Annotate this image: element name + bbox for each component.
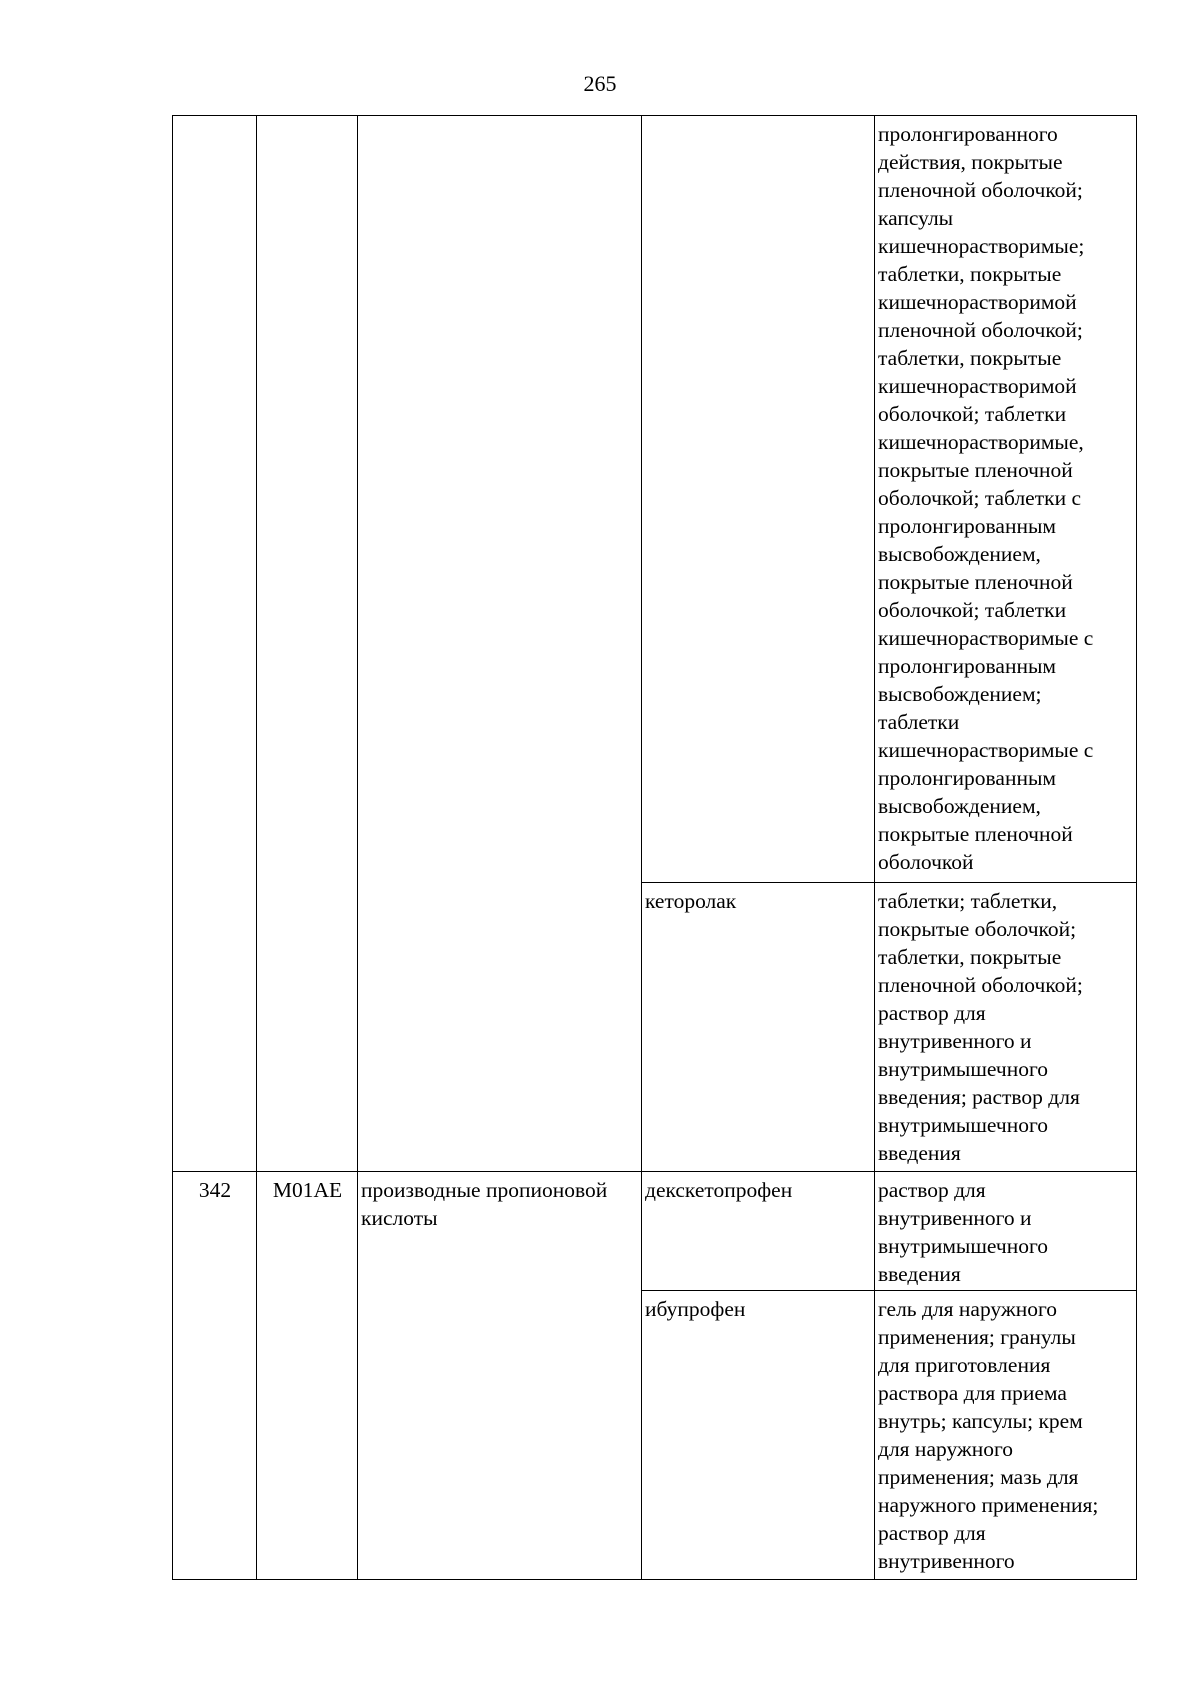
dosage-form-line: пленочной оболочкой; [878,178,1083,202]
dosage-form-line: пролонгированным [878,766,1057,790]
dosage-form-line: внутривенного [878,1549,1015,1573]
group-name-line: кислоты [361,1206,438,1230]
atc-code-cell [257,116,358,1172]
dosage-form-line: оболочкой [878,850,974,874]
dosage-form-line: введения [878,1262,961,1286]
group-name-cell [358,1172,642,1580]
dosage-form-cell [875,1172,1137,1291]
dosage-form-line: пленочной оболочкой; [878,973,1083,997]
page-number: 265 [583,71,617,96]
dosage-form-line: оболочкой; таблетки [878,598,1067,622]
dosage-form-line: кишечнорастворимые; [878,234,1085,258]
dosage-form-line: высвобождением, [878,542,1041,566]
dosage-form-line: внутримышечного [878,1113,1049,1137]
drug-name-cell: декскетопрофен [642,1172,875,1291]
dosage-form-line: оболочкой; таблетки с [878,486,1081,510]
drug-name-cell: кеторолак [642,883,875,1172]
dosage-form-line: пленочной оболочкой; [878,318,1083,342]
dosage-form-line: покрытые пленочной [878,458,1073,482]
dosage-form-line: гель для наружного [878,1297,1058,1321]
table-row [173,116,1137,883]
dosage-form-line: капсулы [878,206,954,230]
dosage-form-line: наружного применения; [878,1493,1099,1517]
group-name-cell [358,116,642,1172]
dosage-form-line: кишечнорастворимой [878,374,1077,398]
table-row [173,1172,1137,1291]
dosage-form-line: кишечнорастворимые с [878,626,1094,650]
dosage-form-line: для наружного [878,1437,1014,1461]
drug-table [172,115,1137,1580]
row-number-cell [173,116,257,1172]
dosage-form-line: таблетки, покрытые [878,346,1062,370]
row-number-cell: 342 [173,1172,257,1580]
dosage-form-line: раствора для приема [878,1381,1067,1405]
dosage-form-line: высвобождением, [878,794,1041,818]
dosage-form-line: таблетки, покрытые [878,262,1062,286]
dosage-form-line: пролонгированного [878,122,1058,146]
dosage-form-line: таблетки, покрытые [878,945,1062,969]
dosage-form-line: раствор для [878,1521,986,1545]
dosage-form-line: пролонгированным [878,514,1057,538]
drug-name-cell: ибупрофен [642,1291,875,1580]
dosage-form-cell [875,1291,1137,1580]
dosage-form-line: действия, покрытые [878,150,1063,174]
dosage-form-line: пролонгированным [878,654,1057,678]
dosage-form-line: оболочкой; таблетки [878,402,1067,426]
dosage-form-line: внутримышечного [878,1057,1049,1081]
dosage-form-line: введения; раствор для [878,1085,1080,1109]
dosage-form-line: таблетки [878,710,960,734]
atc-code-cell: M01AE [257,1172,358,1580]
dosage-form-cell [875,883,1137,1172]
dosage-form-line: применения; гранулы [878,1325,1076,1349]
dosage-form-line: раствор для [878,1001,986,1025]
dosage-form-line: внутрь; капсулы; крем [878,1409,1083,1433]
dosage-form-cell [875,116,1137,883]
dosage-form-line: внутривенного и [878,1029,1032,1053]
dosage-form-line: высвобождением; [878,682,1042,706]
dosage-form-line: покрытые пленочной [878,570,1073,594]
dosage-form-line: внутривенного и [878,1206,1032,1230]
dosage-form-line: кишечнорастворимые с [878,738,1094,762]
dosage-form-line: внутримышечного [878,1234,1049,1258]
dosage-form-line: покрытые пленочной [878,822,1073,846]
drug-name-cell [642,116,875,883]
group-name-line: производные пропионовой [361,1178,608,1202]
dosage-form-line: таблетки; таблетки, [878,889,1058,913]
dosage-form-line: раствор для [878,1178,986,1202]
dosage-form-line: для приготовления [878,1353,1051,1377]
dosage-form-line: применения; мазь для [878,1465,1079,1489]
dosage-form-line: введения [878,1141,961,1165]
dosage-form-line: кишечнорастворимой [878,290,1077,314]
dosage-form-line: покрытые оболочкой; [878,917,1077,941]
dosage-form-line: кишечнорастворимые, [878,430,1084,454]
